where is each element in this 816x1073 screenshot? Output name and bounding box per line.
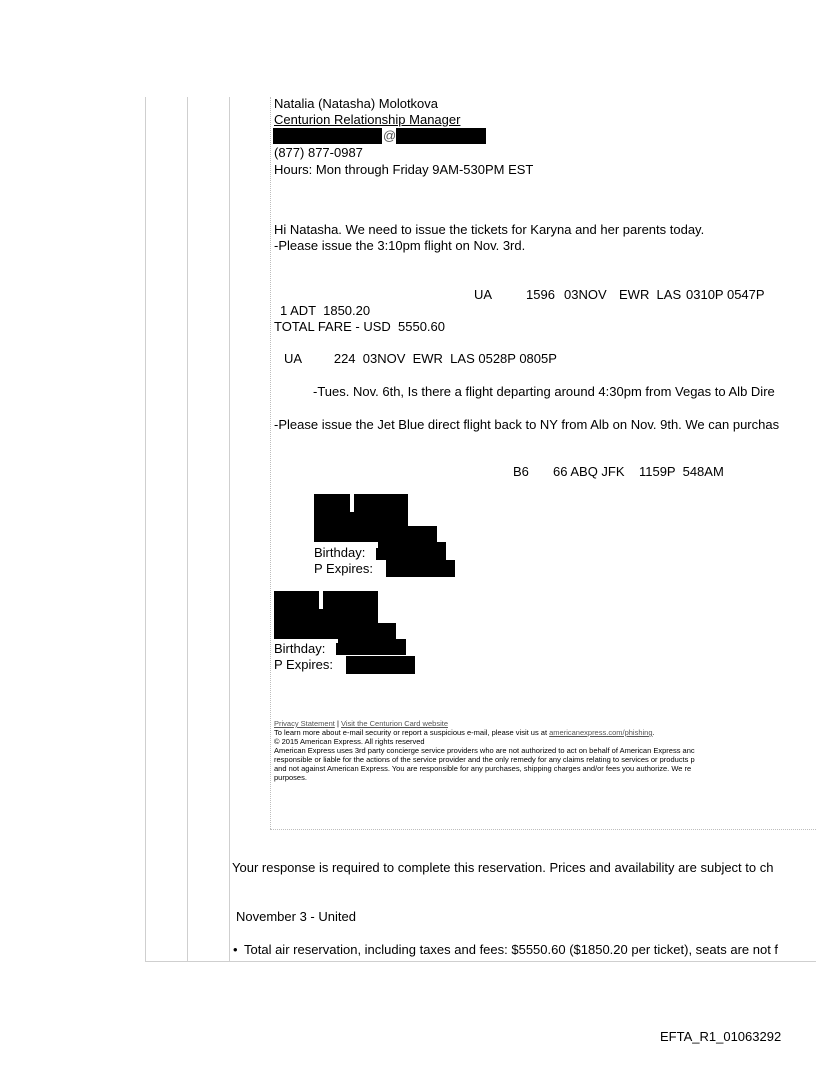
message-line1: -Please issue the 3:10pm flight on Nov. 3rd.: [274, 238, 526, 253]
table-border-bottom: [145, 961, 816, 962]
redaction-email-user: [273, 128, 382, 144]
flight3-details: 66 ABQ JFK 1159P 548AM: [553, 464, 724, 479]
redaction-passenger1-name-b: [354, 494, 408, 512]
footer-disclaimer-4: purposes.: [274, 773, 307, 782]
footer-disclaimer-3: and not against American Express. You are responsible for any purchases, shipping charges and/or fees you authorize. We re: [274, 764, 692, 773]
redaction-passenger1-name-a: [314, 494, 350, 512]
phishing-link[interactable]: americanexpress.com/phishing: [549, 728, 653, 737]
quote-border-left: [270, 97, 271, 829]
flight1-number: 1596: [526, 287, 555, 302]
redaction-passenger1-birthday: [376, 548, 446, 560]
redaction-passenger2-line3: [274, 623, 396, 639]
footer-disclaimer-1: American Express uses 3rd party concierge service providers who are not authorized to act on behalf of American Express anc: [274, 746, 695, 755]
flight1-date: 03NOV: [564, 287, 607, 302]
total-air-reservation: Total air reservation, including taxes and fees: $5550.60 ($1850.20 per ticket), seats are not f: [244, 942, 779, 957]
redaction-passenger1-line3: [314, 526, 437, 542]
message-line2: -Tues. Nov. 6th, Is there a flight departing around 4:30pm from Vegas to Alb Dire: [313, 384, 775, 399]
passenger1-expires-label: P Expires:: [314, 561, 374, 576]
response-required-text: Your response is required to complete this reservation. Prices and availability are subject to ch: [232, 860, 774, 875]
document-id: EFTA_R1_01063292: [660, 1029, 782, 1044]
contact-title: Centurion Relationship Manager: [274, 112, 461, 127]
total-fare: TOTAL FARE - USD 5550.60: [274, 319, 445, 334]
redaction-email-domain: [396, 128, 486, 144]
bullet-symbol: •: [233, 942, 238, 957]
redaction-passenger2-name-b: [323, 591, 378, 609]
table-border-left: [145, 97, 146, 961]
email-at-sign: @: [383, 128, 397, 143]
footer-links: [274, 719, 448, 728]
flight1-times: 0310P 0547P: [686, 287, 765, 302]
quote-border-bottom: [270, 829, 816, 830]
redaction-passenger2-name-a: [274, 591, 319, 609]
footer-disclaimer-2: responsible or liable for the actions of the service provider and the only remedy for any claims relating to services or products p: [274, 755, 695, 764]
passenger2-expires-label: P Expires:: [274, 657, 334, 672]
flight3-airline: B6: [513, 464, 529, 479]
redaction-passenger2-line2: [274, 609, 378, 623]
security-end: .: [652, 728, 655, 737]
redaction-passenger2-expires: [346, 656, 415, 674]
contact-phone: (877) 877-0987: [274, 145, 363, 160]
footer-security: [274, 728, 655, 737]
contact-name: Natalia (Natasha) Molotkova: [274, 96, 439, 111]
contact-hours: Hours: Mon through Friday 9AM-530PM EST: [274, 162, 534, 177]
redaction-passenger1-line2: [314, 512, 408, 526]
fare-adt: 1 ADT 1850.20: [280, 303, 371, 318]
table-border-col1: [187, 97, 188, 961]
privacy-statement-link[interactable]: Privacy Statement: [274, 719, 335, 728]
redaction-passenger2-birthday: [336, 643, 406, 655]
message-greeting: Hi Natasha. We need to issue the tickets for Karyna and her parents today.: [274, 222, 705, 237]
flight1-route: EWR LAS: [619, 287, 682, 302]
message-line3: -Please issue the Jet Blue direct flight back to NY from Alb on Nov. 9th. We can purchas: [274, 417, 780, 432]
passenger2-birthday-label: Birthday:: [274, 641, 326, 656]
centurion-website-link[interactable]: Visit the Centurion Card website: [340, 719, 448, 728]
footer-copyright: © 2015 American Express. All rights reserved: [274, 737, 425, 746]
passenger1-birthday-label: Birthday:: [314, 545, 366, 560]
table-border-col2: [229, 97, 230, 961]
footer-separator: |: [334, 719, 341, 728]
flight1-airline: UA: [474, 287, 493, 302]
flight2: UA 224 03NOV EWR LAS 0528P 0805P: [284, 351, 557, 366]
security-text: To learn more about e-mail security or report a suspicious e-mail, please visit us at: [274, 728, 550, 737]
date-line: November 3 - United: [236, 909, 356, 924]
redaction-passenger1-expires: [386, 560, 455, 577]
